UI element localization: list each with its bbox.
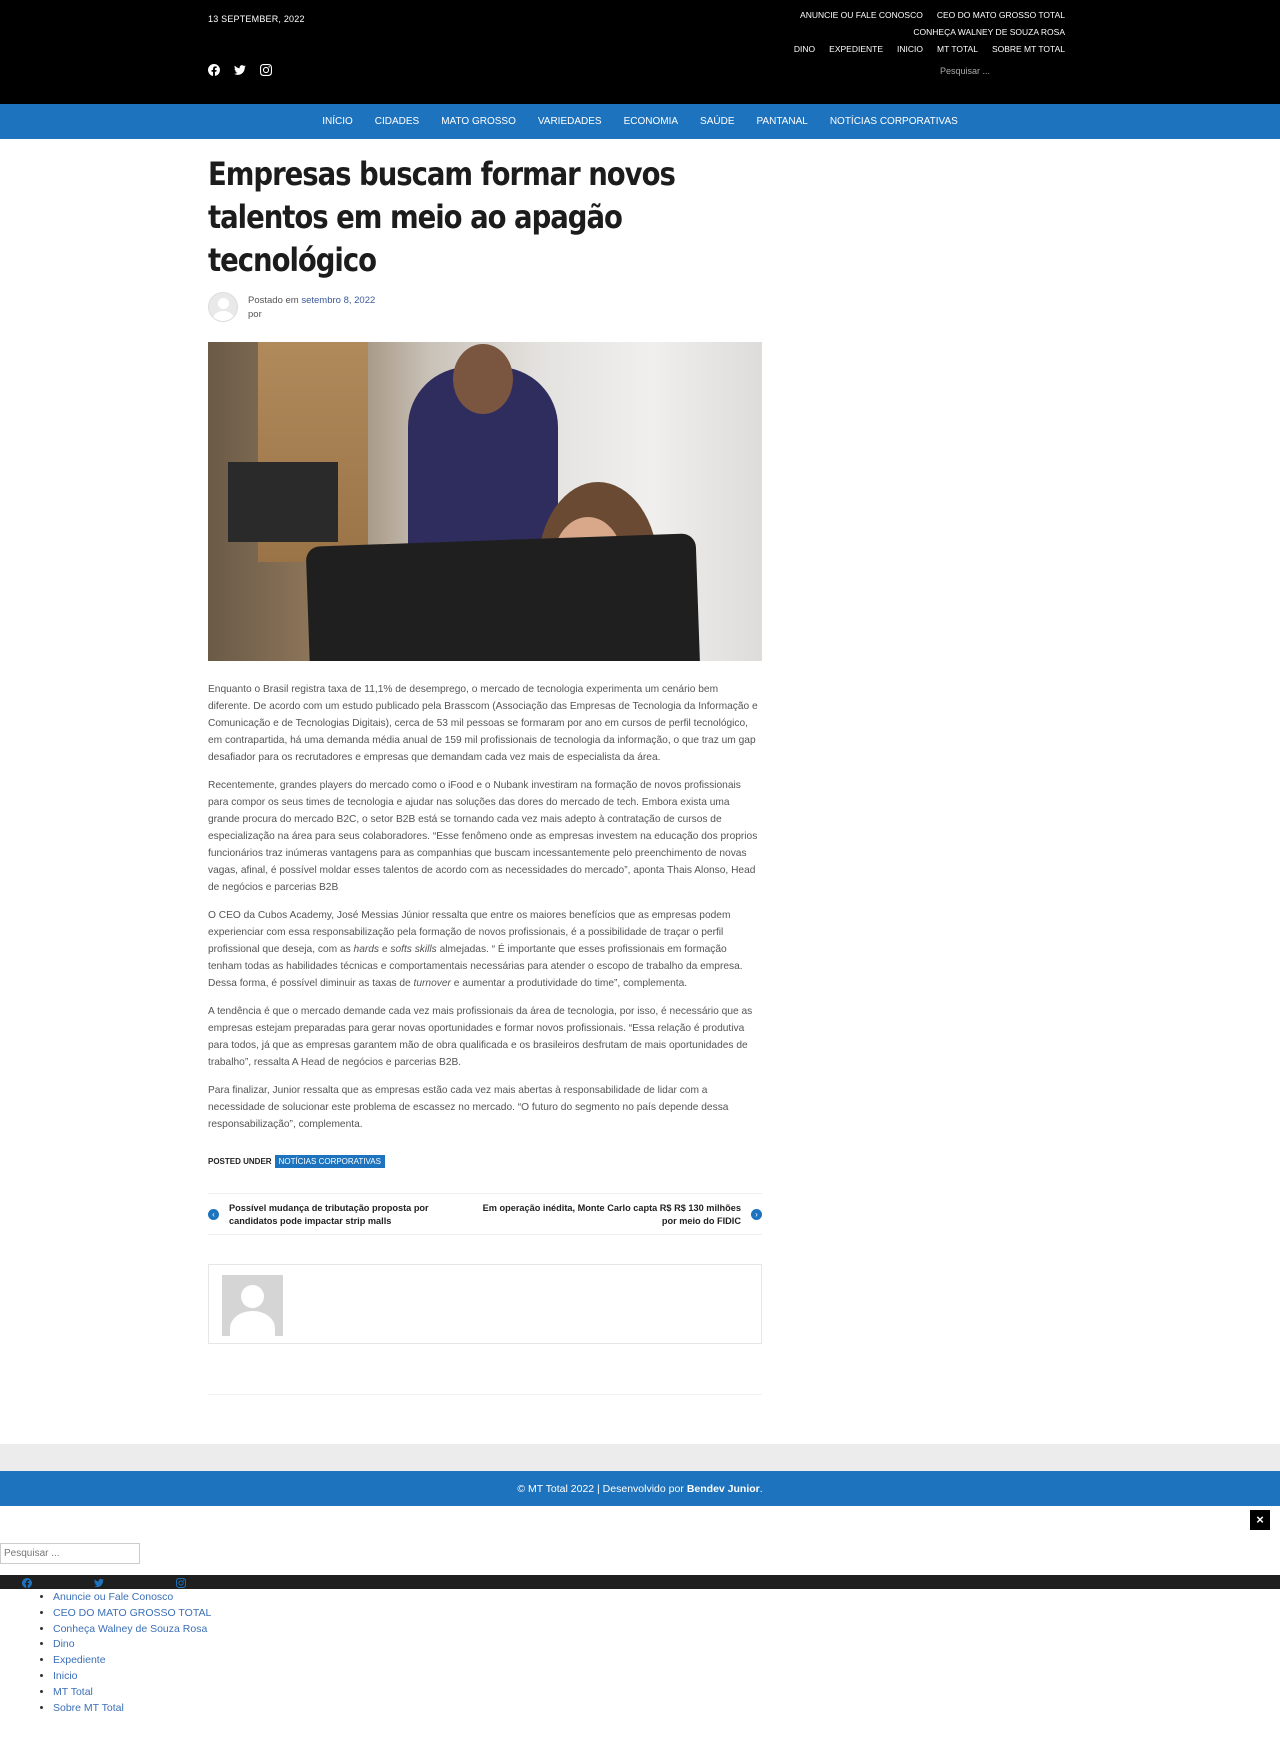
nav-item-inicio[interactable]: INÍCIO — [322, 116, 353, 127]
category-tag[interactable]: NOTÍCIAS CORPORATIVAS — [275, 1155, 385, 1168]
top-menu-item[interactable]: INICIO — [897, 44, 923, 54]
list-item: • Dino — [53, 1637, 211, 1653]
top-menu-item[interactable]: MT TOTAL — [937, 44, 978, 54]
overlay-social-bar — [0, 1575, 1280, 1589]
list-item: • MT Total — [53, 1685, 211, 1701]
top-menu-item[interactable]: DINO — [793, 44, 816, 54]
posted-under — [208, 1155, 385, 1168]
article-title: Empresas buscam formar novos talentos em meio ao apagão tecnológico — [208, 155, 675, 279]
twitter-icon[interactable] — [234, 64, 246, 76]
paragraph: A tendência é que o mercado demande cada vez mais profissionais da área de tecnologia, por isso, é necessário que as empresas estejam preparadas para gerar novas oportunidades e formar novos profissionais. “Essa relação é produtiva para todos, já que as empresas garantem mão de obra qualificada e os brasileiros desfrutam de mais oportunidades de trabalho”, ressalta A Head de negócios e parcerias B2B. — [208, 1006, 753, 1068]
paragraph: O CEO da Cubos Academy, José Messias Júnior ressalta que entre os maiores benefícios que as empresas podem experienciar com essa responsabilização pela formação de novos profissionais, é a possibilidade de traçar o perfil profissional que deseja, com as hards e softs skills almejadas. “ É importante que esses profissionais em formação tenham todas as habilidades técnicas e comportamentais necessárias para atender o escopo de trabalho da empresa. Dessa forma, é possível diminuir as taxas de turnover e aumentar a produtividade do time”, complementa. — [208, 910, 743, 989]
overlay-menu — [53, 1590, 211, 1716]
top-menu-item[interactable]: ANUNCIE OU FALE CONOSCO — [800, 10, 923, 20]
top-search-input[interactable] — [940, 62, 1060, 80]
posted-prefix: Postado em — [248, 295, 299, 306]
list-item: • CEO DO MATO GROSSO TOTAL — [53, 1606, 211, 1622]
instagram-icon[interactable] — [176, 1578, 186, 1588]
author-avatar-large — [222, 1275, 283, 1336]
nav-item-pantanal[interactable]: PANTANAL — [756, 116, 808, 127]
list-item: • Conheça Walney de Souza Rosa — [53, 1622, 211, 1638]
posted-under-label: POSTED UNDER — [208, 1157, 272, 1166]
featured-image — [208, 342, 762, 661]
next-post-title[interactable]: Em operação inédita, Monte Carlo capta R$ R$ 130 milhões por meio do FIDIC — [482, 1203, 741, 1226]
nav-item-economia[interactable]: ECONOMIA — [623, 116, 679, 127]
prev-post-title[interactable]: Possível mudança de tributação proposta por candidatos pode impactar strip malls — [229, 1203, 429, 1226]
facebook-icon[interactable] — [22, 1578, 32, 1588]
main-nav — [0, 104, 1280, 139]
author-box — [208, 1264, 762, 1344]
chevron-left-icon: ‹ — [208, 1209, 219, 1220]
nav-item-noticias-corporativas[interactable]: NOTÍCIAS CORPORATIVAS — [829, 116, 958, 127]
article — [208, 139, 762, 1144]
post-meta — [208, 292, 762, 326]
top-menu-item[interactable]: CONHEÇA WALNEY DE SOUZA ROSA — [913, 27, 1065, 37]
by-label: por — [248, 309, 262, 320]
facebook-icon[interactable] — [208, 64, 220, 76]
close-icon[interactable]: × — [1250, 1510, 1270, 1530]
footer-widgets — [0, 1444, 1280, 1471]
list-item: • Inicio — [53, 1669, 211, 1685]
instagram-icon[interactable] — [260, 64, 272, 76]
next-post-link[interactable] — [482, 1202, 762, 1228]
nav-item-variedades[interactable]: VARIEDADES — [537, 116, 602, 127]
list-item: • Expediente — [53, 1653, 211, 1669]
top-bar — [0, 0, 1280, 104]
paragraph: Enquanto o Brasil registra taxa de 11,1% de desemprego, o mercado de tecnologia experimenta um cenário bem diferente. De acordo com um estudo publicado pela Brasscom (Associação das Empresas de Tecnologia da Informação e Comunicação e de Tecnologias Digitais), cerca de 53 mil pessoas se formaram por ano em cursos de perfil tecnológico, em contrapartida, há uma demanda média anual de 159 mil profissionais de tecnologia da informação, o que traz um gap desafiador para os recrutadores e empresas que demandam cada vez mais de especialista da área. — [208, 684, 758, 763]
copyright-text: © MT Total 2022 | Desenvolvido por — [517, 1482, 684, 1495]
list-item: • Sobre MT Total — [53, 1701, 211, 1717]
social-links — [208, 64, 272, 76]
top-menu-item[interactable]: SOBRE MT TOTAL — [991, 44, 1065, 54]
top-menu-item[interactable]: CEO DO MATO GROSSO TOTAL — [936, 10, 1065, 20]
footer-copyright: © MT Total 2022 | Desenvolvido por Bendev Junior . — [0, 1471, 1280, 1506]
top-menu-item[interactable]: EXPEDIENTE — [829, 44, 884, 54]
paragraph: Para finalizar, Junior ressalta que as empresas estão cada vez mais abertas à responsabilidade de lidar com a necessidade de solucionar este problema de escassez no mercado. “O futuro do segmento no país depende dessa responsabilização”, complementa. — [208, 1085, 729, 1130]
divider — [208, 1394, 762, 1395]
author-avatar — [208, 292, 238, 322]
article-body — [208, 681, 762, 1133]
chevron-right-icon: › — [751, 1209, 762, 1220]
nav-item-saude[interactable]: SAÚDE — [700, 116, 735, 127]
list-item: • Anuncie ou Fale Conosco — [53, 1590, 211, 1606]
post-navigation — [208, 1193, 762, 1235]
overlay-search-input[interactable] — [0, 1543, 140, 1564]
posted-date[interactable]: setembro 8, 2022 — [301, 295, 376, 306]
nav-item-cidades[interactable]: CIDADES — [374, 116, 420, 127]
prev-post-link[interactable] — [208, 1202, 478, 1228]
top-menu — [645, 6, 1065, 57]
paragraph: Recentemente, grandes players do mercado como o iFood e o Nubank investiram na formação de novos profissionais para compor os seus times de tecnologia e ajudar nas soluções das dores do mercado de tech. Embora exista uma grande procura do mercado B2C, o setor B2B está se tornando cada vez mais adepto à contratação de cursos de especialização na área para seus colaboradores. “Esse fenômeno onde as empresas investem na educação dos proprios funcionários traz inúmeras vantagens para as companhias que buscam incessantemente pelo preenchimento de novas vagas, afinal, é possível moldar esses talentos de acordo com as necessidades do mercado”, aponta Thais Alonso, Head de negócios e parcerias B2B — [208, 780, 758, 893]
twitter-icon[interactable] — [94, 1578, 104, 1588]
header-date: 13 SEPTEMBER, 2022 — [208, 14, 305, 24]
nav-item-mato-grosso[interactable]: MATO GROSSO — [441, 116, 516, 127]
developer-link[interactable]: Bendev Junior — [686, 1482, 760, 1495]
